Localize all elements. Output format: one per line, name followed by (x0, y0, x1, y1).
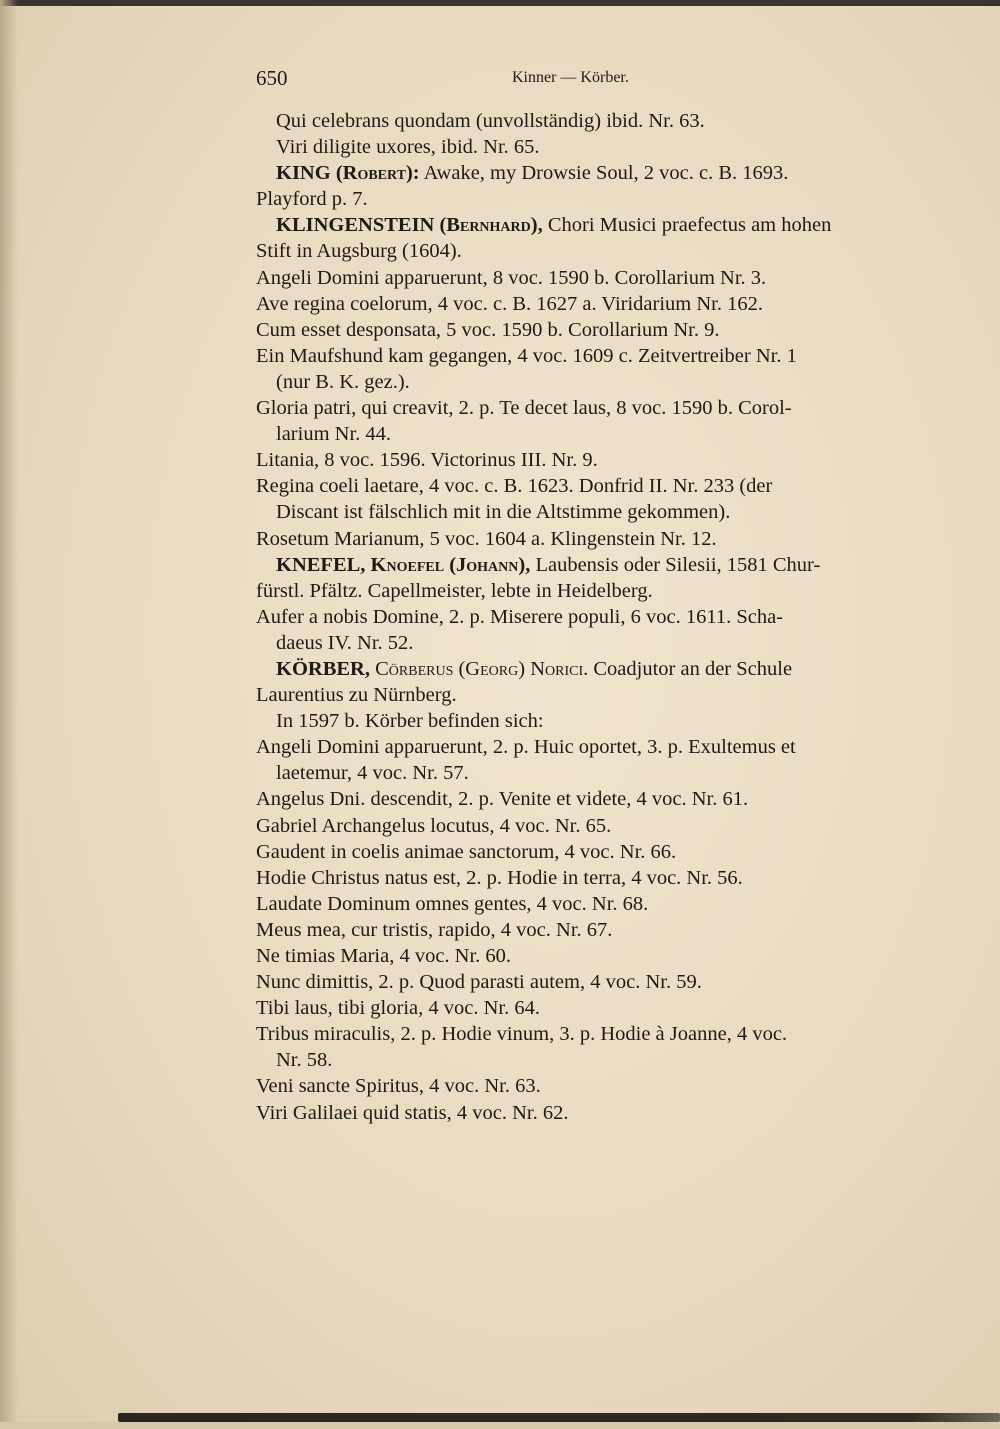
composer-place: Norici. (530, 657, 589, 680)
scan-bottom-edge (118, 1413, 1000, 1422)
composer-name: KLINGENSTEIN (276, 214, 435, 237)
page-header (256, 66, 922, 92)
text-line: Ein Maufshund kam gegangen, 4 voc. 1609 c. Zeitvertreiber Nr. 1 (256, 344, 797, 367)
text-line: Laurentius zu Nürnberg. (256, 684, 457, 707)
text-line: Rosetum Marianum, 5 voc. 1604 a. Klingenstein Nr. 12. (256, 527, 717, 550)
text-line: Hodie Christus natus est, 2. p. Hodie in terra, 4 voc. Nr. 56. (256, 866, 743, 889)
text-line: Angeli Domini apparuerunt, 2. p. Huic oportet, 3. p. Exultemus et (256, 736, 796, 759)
text-line: Playford p. 7. (256, 188, 368, 211)
composer-name: KING (276, 162, 331, 185)
composer-alt-name: Knoefel (370, 553, 445, 576)
text-line: Viri diligite uxores, ibid. Nr. 65. (276, 136, 540, 159)
text-line: Nr. 58. (276, 1049, 333, 1072)
text-line: laetemur, 4 voc. Nr. 57. (276, 762, 469, 785)
text-line: In 1597 b. Körber befinden sich: (276, 710, 544, 733)
text-line: Gloria patri, qui creavit, 2. p. Te decet laus, 8 voc. 1590 b. Corol- (256, 397, 792, 420)
composer-name: KÖRBER, (276, 657, 370, 680)
binding-shadow (0, 0, 18, 1429)
text-line: Meus mea, cur tristis, rapido, 4 voc. Nr. 67. (256, 918, 613, 941)
text-line: Angelus Dni. descendit, 2. p. Venite et videte, 4 voc. Nr. 61. (256, 788, 749, 811)
entry-text: Coadjutor an der Schule (588, 657, 793, 680)
text-line: Angeli Domini apparuerunt, 8 voc. 1590 b. Corollarium Nr. 3. (256, 266, 767, 289)
text-line: Tribus miraculis, 2. p. Hodie vinum, 3. p. Hodie à Joanne, 4 voc. (256, 1023, 788, 1046)
text-line: Viri Galilaei quid statis, 4 voc. Nr. 62. (256, 1101, 569, 1124)
composer-given-name: (Robert): (335, 162, 420, 185)
text-line: Gaudent in coelis animae sanctorum, 4 voc. Nr. 66. (256, 840, 677, 863)
composer-name: KNEFEL, (276, 553, 366, 576)
text-line: Tibi laus, tibi gloria, 4 voc. Nr. 64. (256, 997, 540, 1020)
composer-alt-name: Cörberus (375, 657, 454, 680)
scan-bottom-margin (0, 1422, 1000, 1429)
text-line: Qui celebrans quondam (unvollständig) ibid. Nr. 63. (276, 110, 705, 132)
entry-text: Awake, my Drowsie Soul, 2 voc. c. B. 1693. (419, 162, 789, 185)
catalog-text (256, 108, 926, 1126)
composer-given-name: (Johann), (449, 553, 531, 576)
text-line: Ave regina coelorum, 4 voc. c. B. 1627 a. Viridarium Nr. 162. (256, 292, 763, 315)
text-line: Cum esset desponsata, 5 voc. 1590 b. Corollarium Nr. 9. (256, 318, 720, 341)
text-line: Veni sancte Spiritus, 4 voc. Nr. 63. (256, 1075, 541, 1098)
running-head: Kinner — Körber. (512, 69, 629, 86)
text-line: Discant ist fälschlich mit in die Altstimme gekommen). (276, 501, 731, 524)
text-line: Regina coeli laetare, 4 voc. c. B. 1623. Donfrid II. Nr. 233 (der (256, 475, 773, 498)
entry-text: Chori Musici praefectus am hohen (542, 214, 832, 237)
text-line: Litania, 8 voc. 1596. Victorinus III. Nr. 9. (256, 449, 598, 472)
composer-entry-knefel (256, 552, 926, 578)
text-line: Gabriel Archangelus locutus, 4 voc. Nr. 65. (256, 814, 612, 837)
text-line: Aufer a nobis Domine, 2. p. Miserere populi, 6 voc. 1611. Scha- (256, 605, 784, 628)
page-top-edge (0, 0, 1000, 6)
text-line: Ne timias Maria, 4 voc. Nr. 60. (256, 945, 512, 967)
text-line: larium Nr. 44. (276, 423, 392, 446)
composer-given-name: (Bernhard), (439, 214, 543, 237)
text-line: fürstl. Pfältz. Capellmeister, lebte in Heidelberg. (256, 579, 653, 602)
text-line: (nur B. K. gez.). (276, 370, 410, 393)
composer-entry-klingenstein (256, 212, 926, 238)
text-line: Stift in Augsburg (1604). (256, 240, 462, 263)
composer-entry-koerber (256, 656, 926, 682)
page-number: 650 (256, 66, 288, 90)
text-line: Nunc dimittis, 2. p. Quod parasti autem, 4 voc. Nr. 59. (256, 971, 702, 994)
text-line: Laudate Dominum omnes gentes, 4 voc. Nr. 68. (256, 892, 649, 915)
text-line: daeus IV. Nr. 52. (276, 631, 414, 654)
composer-entry-king (256, 160, 926, 186)
entry-text: Laubensis oder Silesii, 1581 Chur- (530, 553, 821, 576)
composer-given-name: (Georg) (458, 657, 526, 680)
